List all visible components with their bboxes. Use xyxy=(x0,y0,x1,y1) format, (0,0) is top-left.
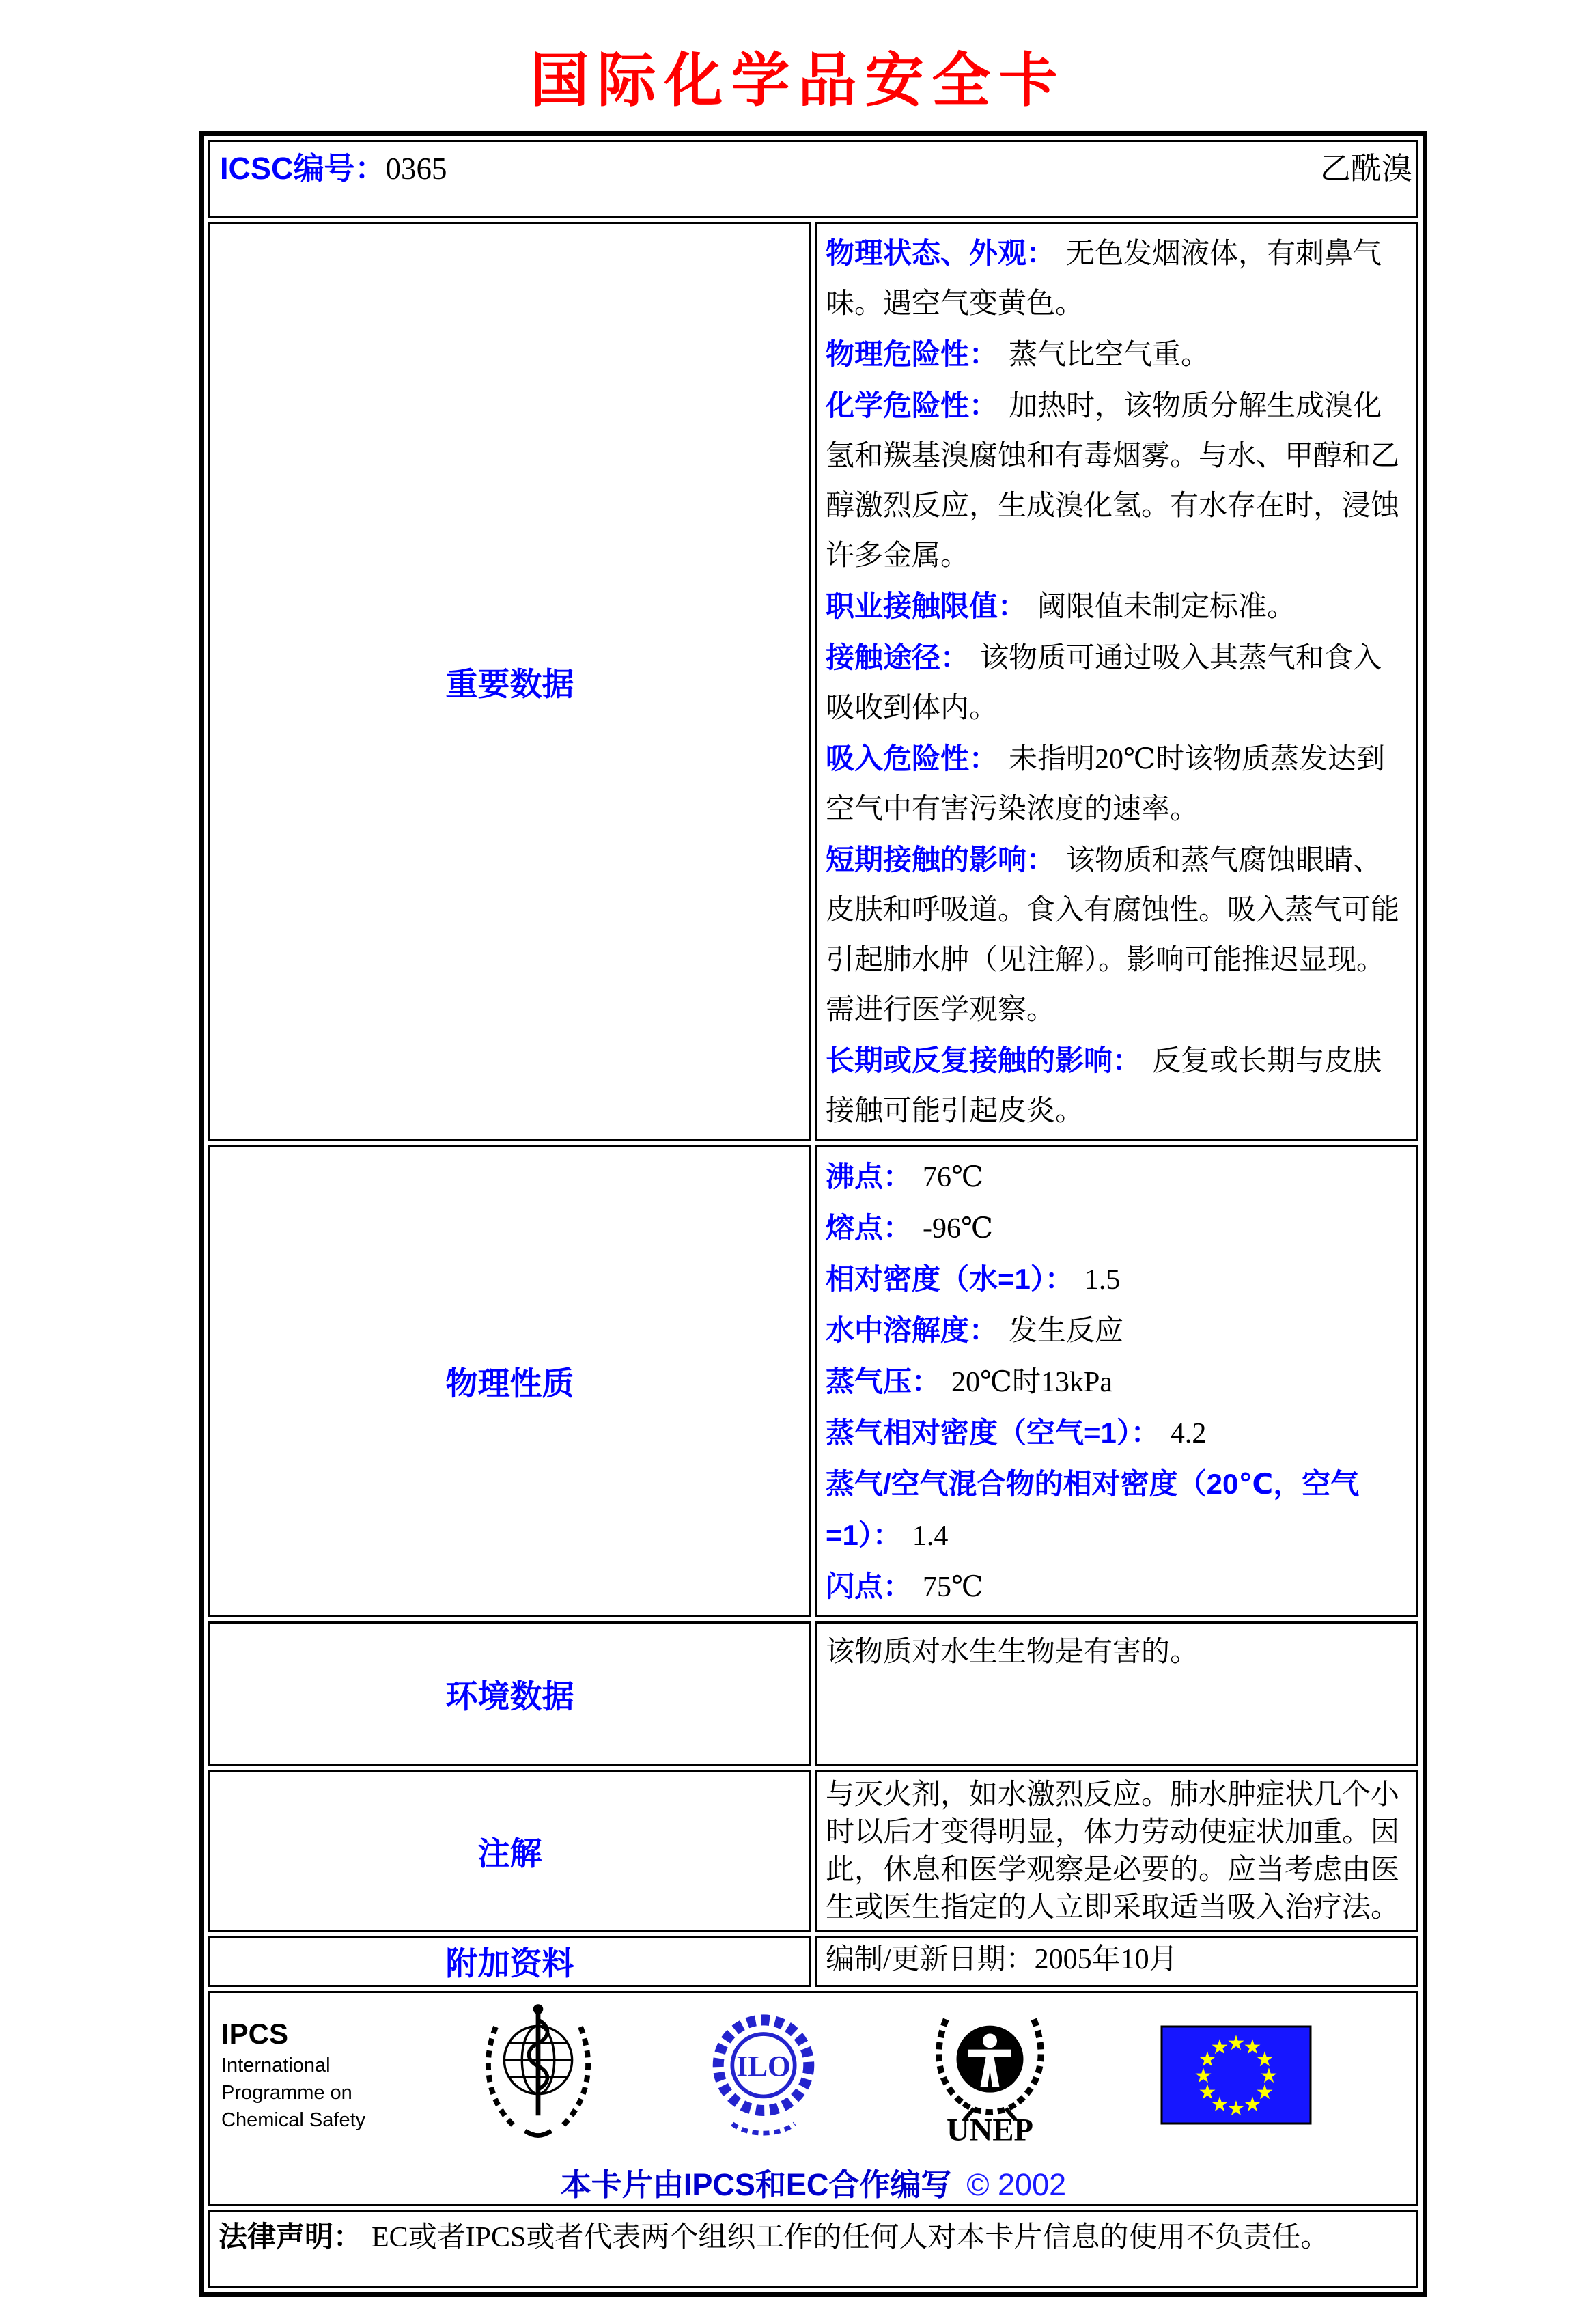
physical-state-row: 物理状态、外观： 无色发烟液体，有刺鼻气味。遇空气变黄色。 xyxy=(826,237,1382,320)
boiling-point-row: 沸点： 76℃ xyxy=(826,1160,983,1193)
vapour-pressure-row: 蒸气压： 20℃时13kPa xyxy=(826,1365,1112,1398)
table-row xyxy=(208,1936,1418,1987)
section-label-cell xyxy=(208,1145,811,1617)
svg-text:★: ★ xyxy=(1255,2080,1274,2104)
physical-properties-content xyxy=(815,1145,1418,1617)
flash-point-row: 闪点： 75℃ xyxy=(826,1570,983,1603)
who-logo-icon xyxy=(480,2000,596,2150)
svg-text:★: ★ xyxy=(1255,2048,1274,2072)
icsc-number-label: ICSC编号： xyxy=(220,151,386,186)
legal-notice-label: 法律声明： xyxy=(219,2221,363,2253)
legal-notice-cell xyxy=(208,2210,1418,2288)
table-row xyxy=(208,140,1418,218)
important-data-content xyxy=(815,222,1418,1141)
occupational-limit-row: 职业接触限值： 阈限值未制定标准。 xyxy=(826,590,1296,623)
svg-text:★: ★ xyxy=(1210,2093,1229,2117)
vapour-air-mixture-density-row: 蒸气/空气混合物的相对密度（20℃，空气=1）： 1.4 xyxy=(826,1468,1360,1552)
card-header-cell xyxy=(208,140,1418,218)
additional-info-label: 附加资料 xyxy=(445,1945,574,1981)
logos-cell xyxy=(208,1991,1418,2206)
section-label-cell xyxy=(208,1770,811,1932)
table-row xyxy=(208,1621,1418,1766)
physical-properties-label: 物理性质 xyxy=(445,1365,574,1402)
table-row xyxy=(208,2210,1418,2288)
ipcs-acronym: IPCS xyxy=(221,2018,289,2050)
vapour-density-row: 蒸气相对密度（空气=1）： 4.2 xyxy=(826,1417,1207,1449)
icsc-number xyxy=(220,148,447,190)
unep-logo-icon xyxy=(930,2003,1050,2147)
ilo-logo-text: ILO xyxy=(736,2050,791,2083)
copyright-text: © 2002 xyxy=(966,2167,1067,2202)
cooperation-caption xyxy=(210,2160,1416,2204)
section-label-cell xyxy=(208,222,811,1141)
unep-logo-text: UNEP xyxy=(946,2112,1033,2148)
svg-text:★: ★ xyxy=(1227,2031,1246,2055)
caption-text: 本卡片由IPCS和EC合作编写 xyxy=(560,2167,952,2202)
safety-card-table xyxy=(199,131,1427,2297)
ipcs-text-block: IPCS International Programme on Chemical Safety xyxy=(221,2016,368,2134)
svg-text:★: ★ xyxy=(1210,2035,1229,2059)
ilo-logo-icon xyxy=(709,2007,818,2143)
eu-flag-icon xyxy=(1162,2027,1311,2124)
important-data-label: 重要数据 xyxy=(445,665,574,702)
svg-text:★: ★ xyxy=(1194,2064,1213,2088)
svg-text:★: ★ xyxy=(1243,2093,1262,2117)
chemical-name: 乙酰溴 xyxy=(1319,152,1412,186)
environmental-data-content xyxy=(815,1621,1418,1766)
melting-point-row: 熔点： -96℃ xyxy=(826,1212,993,1244)
water-solubility-row: 水中溶解度： 发生反应 xyxy=(826,1314,1124,1347)
inhalation-risk-row: 吸入危险性： 未指明20℃时该物质蒸发达到空气中有害污染浓度的速率。 xyxy=(826,742,1385,825)
physical-dangers-row: 物理危险性： 蒸气比空气重。 xyxy=(826,338,1210,371)
svg-text:★: ★ xyxy=(1243,2035,1262,2059)
legal-notice-text: EC或者IPCS或者代表两个组织工作的任何人对本卡片信息的使用不负责任。 xyxy=(372,2222,1330,2253)
section-label-cell xyxy=(208,1936,811,1987)
environmental-data-label: 环境数据 xyxy=(445,1677,574,1714)
icsc-card-page xyxy=(0,33,1596,2253)
notes-label: 注解 xyxy=(477,1835,542,1871)
section-label-cell xyxy=(208,1621,811,1766)
table-row xyxy=(208,1145,1418,1617)
svg-text:★: ★ xyxy=(1198,2080,1217,2104)
additional-info-text: 编制/更新日期：2005年10月 xyxy=(826,1944,1178,1975)
icsc-number-value: 0365 xyxy=(385,152,447,186)
short-term-effects-row: 短期接触的影响： 该物质和蒸气腐蚀眼睛、皮肤和呼吸道。食入有腐蚀性。吸入蒸气可能引起肺水肿（见注解）。影响可能推迟显现。需进行医学观察。 xyxy=(826,844,1400,1026)
logos-strip xyxy=(210,1997,1416,2150)
table-row xyxy=(208,1991,1418,2206)
notes-content xyxy=(815,1770,1418,1932)
page-title: 国际化学品安全卡 xyxy=(530,48,1066,113)
exposure-routes-row: 接触途径： 该物质可通过吸入其蒸气和食入吸收到体内。 xyxy=(826,641,1382,724)
notes-text: 与灭火剂，如水激烈反应。肺水肿症状几个小时以后才变得明显，体力劳动使症状加重。因此，休息和医学观察是必要的。应当考虑由医生或医生指定的人立即采取适当吸入治疗法。 xyxy=(826,1779,1400,1923)
svg-text:★: ★ xyxy=(1227,2097,1246,2121)
chemical-dangers-row: 化学危险性： 加热时，该物质分解生成溴化氢和羰基溴腐蚀和有毒烟雾。与水、甲醇和乙醇激烈反应，生成溴化氢。有水存在时，浸蚀许多金属。 xyxy=(826,389,1400,572)
relative-density-row: 相对密度（水=1）： 1.5 xyxy=(826,1263,1121,1296)
long-term-effects-row: 长期或反复接触的影响： 反复或长期与皮肤接触可能引起皮炎。 xyxy=(826,1044,1382,1127)
additional-info-content xyxy=(815,1936,1418,1987)
environmental-data-text: 该物质对水生生物是有害的。 xyxy=(826,1637,1199,1668)
table-row xyxy=(208,1770,1418,1932)
svg-text:★: ★ xyxy=(1259,2064,1278,2088)
table-row xyxy=(208,222,1418,1141)
svg-text:★: ★ xyxy=(1198,2048,1217,2072)
